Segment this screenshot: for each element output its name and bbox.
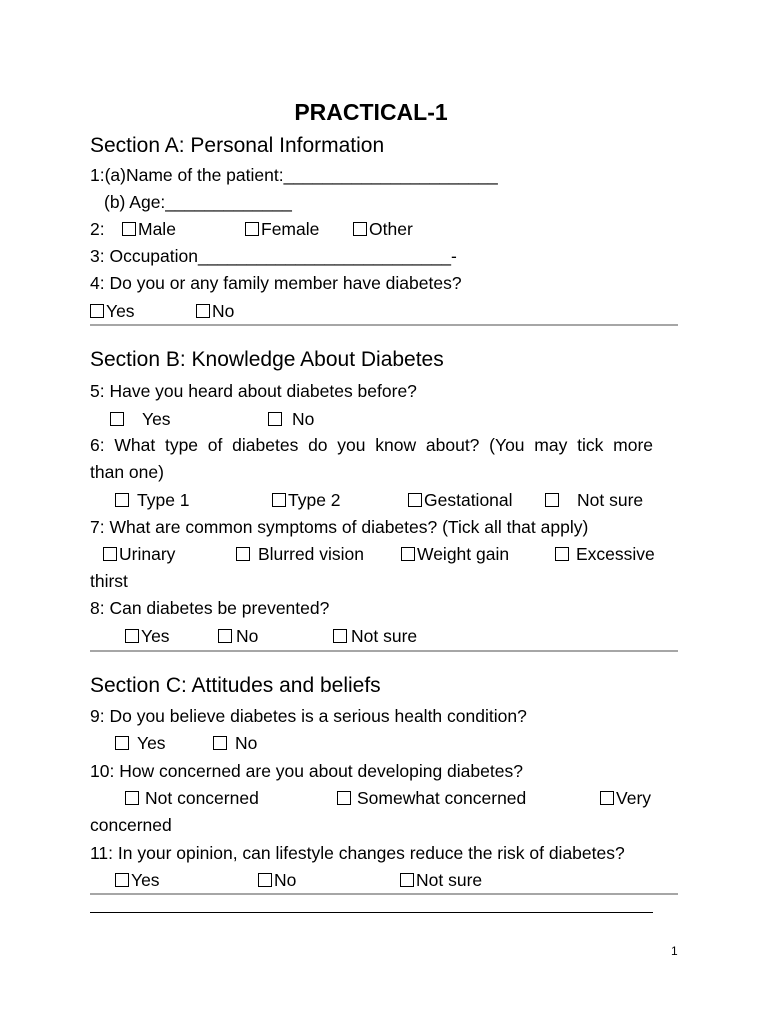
question-8: 8: Can diabetes be prevented? (90, 598, 330, 618)
question-10: 10: How concerned are you about developing diabetes? (90, 761, 523, 781)
question-1a-name: 1:(a)Name of the patient:______________________ (90, 165, 498, 185)
option-label: Blurred vision (258, 544, 365, 564)
section-divider (90, 324, 678, 326)
checkbox[interactable] (333, 629, 347, 643)
option-label: Yes (141, 626, 170, 646)
q4-option-no[interactable] (196, 300, 234, 322)
option-label: No (236, 626, 259, 646)
option-label: Male (138, 219, 176, 239)
q9-option-no[interactable] (213, 732, 257, 754)
option-label: Yes (142, 409, 171, 429)
q7-option-urinary[interactable] (103, 543, 175, 565)
option-label: Excessive (576, 544, 655, 564)
checkbox[interactable] (125, 629, 139, 643)
option-label: Not sure (416, 870, 483, 890)
section-a-heading: Section A: Personal Information (90, 134, 385, 157)
q2-option-female[interactable] (245, 218, 319, 240)
q4-option-yes[interactable] (90, 300, 135, 322)
question-4: 4: Do you or any family member have diabetes? (90, 273, 462, 293)
q10-option-not-concerned[interactable] (125, 787, 259, 809)
checkbox[interactable] (236, 547, 250, 561)
question-2-label: 2: (90, 219, 105, 239)
checkbox[interactable] (122, 222, 136, 236)
document-title: PRACTICAL-1 (294, 99, 448, 125)
checkbox[interactable] (196, 304, 210, 318)
q7-option-wrap-text: thirst (90, 571, 128, 591)
section-c-heading: Section C: Attitudes and beliefs (90, 674, 381, 697)
bottom-rule (90, 912, 653, 913)
option-label: Yes (106, 301, 135, 321)
option-label: No (235, 733, 258, 753)
option-label: Urinary (119, 544, 176, 564)
checkbox[interactable] (110, 412, 124, 426)
question-1b-age: (b) Age:_____________ (104, 192, 292, 212)
q6-option-type2[interactable] (272, 489, 341, 511)
checkbox[interactable] (245, 222, 259, 236)
question-6-line1: 6: What type of diabetes do you know about? (You may tick more (90, 435, 653, 455)
checkbox[interactable] (218, 629, 232, 643)
q7-option-blurred-vision[interactable] (236, 543, 364, 565)
section-divider (90, 893, 678, 895)
checkbox[interactable] (401, 547, 415, 561)
checkbox[interactable] (337, 791, 351, 805)
q7-option-weight-gain[interactable] (401, 543, 509, 565)
option-label: Type 1 (137, 490, 190, 510)
checkbox[interactable] (258, 873, 272, 887)
q8-option-not-sure[interactable] (333, 625, 417, 647)
checkbox[interactable] (545, 493, 559, 507)
checkbox[interactable] (213, 736, 227, 750)
option-label: Somewhat concerned (357, 788, 527, 808)
question-9: 9: Do you believe diabetes is a serious health condition? (90, 706, 527, 726)
option-label: Not concerned (145, 788, 259, 808)
q7-option-excessive-thirst[interactable] (555, 543, 655, 565)
checkbox[interactable] (408, 493, 422, 507)
section-b-heading: Section B: Knowledge About Diabetes (90, 348, 444, 371)
q9-option-yes[interactable] (115, 732, 166, 754)
question-6-line2: than one) (90, 462, 164, 482)
q11-option-not-sure[interactable] (400, 869, 482, 891)
option-label: No (274, 870, 297, 890)
section-divider (90, 650, 678, 652)
checkbox[interactable] (268, 412, 282, 426)
checkbox[interactable] (600, 791, 614, 805)
checkbox[interactable] (90, 304, 104, 318)
option-label: Yes (131, 870, 160, 890)
option-label: Yes (137, 733, 166, 753)
q6-option-not-sure[interactable] (545, 489, 643, 511)
option-label: Type 2 (288, 490, 341, 510)
q6-option-gestational[interactable] (408, 489, 513, 511)
q2-option-other[interactable] (353, 218, 413, 240)
q10-option-very-concerned[interactable] (600, 787, 651, 809)
q11-option-yes[interactable] (115, 869, 160, 891)
q8-option-yes[interactable] (125, 625, 170, 647)
option-label: Female (261, 219, 320, 239)
question-11: 11: In your opinion, can lifestyle changes reduce the risk of diabetes? (90, 843, 625, 863)
checkbox[interactable] (400, 873, 414, 887)
checkbox[interactable] (115, 493, 129, 507)
question-5: 5: Have you heard about diabetes before? (90, 381, 417, 401)
q6-option-type1[interactable] (115, 489, 190, 511)
checkbox[interactable] (115, 736, 129, 750)
q2-option-male[interactable] (122, 218, 176, 240)
checkbox[interactable] (555, 547, 569, 561)
option-label: Not sure (577, 490, 644, 510)
option-label: Not sure (351, 626, 418, 646)
q10-option-wrap-text: concerned (90, 815, 172, 835)
checkbox[interactable] (125, 791, 139, 805)
checkbox[interactable] (115, 873, 129, 887)
q5-option-no[interactable] (268, 408, 314, 430)
option-label: No (292, 409, 315, 429)
checkbox[interactable] (272, 493, 286, 507)
option-label: Weight gain (417, 544, 510, 564)
option-label: No (212, 301, 235, 321)
option-label: Very (616, 788, 652, 808)
page-number: 1 (671, 944, 678, 958)
checkbox[interactable] (353, 222, 367, 236)
q8-option-no[interactable] (218, 625, 258, 647)
q5-option-yes[interactable] (110, 408, 171, 430)
checkbox[interactable] (103, 547, 117, 561)
q10-option-somewhat-concerned[interactable] (337, 787, 526, 809)
question-3-occupation: 3: Occupation__________________________- (90, 246, 457, 266)
option-label: Other (369, 219, 413, 239)
question-7: 7: What are common symptoms of diabetes? (Tick all that apply) (90, 517, 589, 537)
q11-option-no[interactable] (258, 869, 296, 891)
option-label: Gestational (424, 490, 513, 510)
